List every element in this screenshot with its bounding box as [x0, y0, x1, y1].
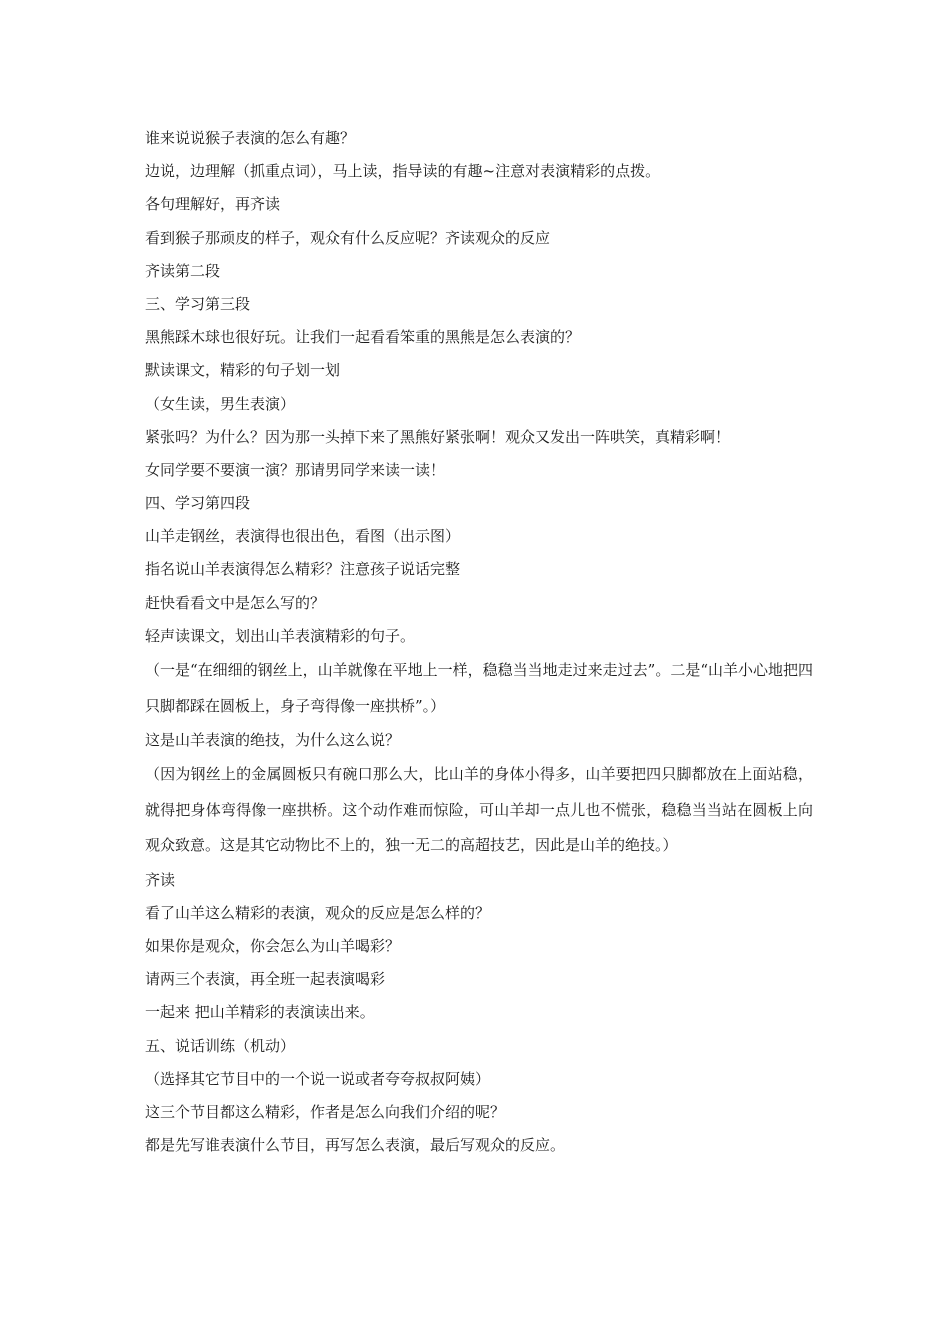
text-line: 请两三个表演，再全班一起表演喝彩 — [145, 970, 386, 989]
text-line: 谁来说说猴子表演的怎么有趣？ — [145, 129, 356, 147]
text-line: 默读课文，精彩的句子划一划 — [145, 361, 341, 380]
section-heading-4: 四、学习第四段 — [145, 494, 251, 513]
document-body — [145, 122, 813, 1162]
text-line: 女同学要不要演一演？那请男同学来读一读！ — [145, 460, 446, 479]
text-line: 边说，边理解（抓重点词），马上读，指导读的有趣~注意对表演精彩的点拨。 — [145, 162, 661, 181]
text-line: 如果你是观众，你会怎么为山羊喝彩？ — [145, 937, 401, 956]
text-line: 指名说山羊表演得怎么精彩？注意孩子说话完整 — [145, 560, 461, 579]
text-line: 齐读第二段 — [145, 261, 221, 280]
explanation-paragraph: （因为钢丝上的金属圆板只有碗口那么大，比山羊的身体小得多，山羊要把四只脚都放在上面站稳，就得把身体弯得像一座拱桥。这个动作难而惊险，可山羊却一点儿也不慌张，稳稳当当站在圆板上向观众致意。这是其它动物比不上的，独一无二的高超技艺，因此是山羊的绝技。） — [145, 765, 813, 855]
text-line: （女生读，男生表演） — [145, 394, 296, 413]
text-line: 赶快看看文中是怎么写的？ — [145, 593, 326, 612]
text-line: 轻声读课文，划出山羊表演精彩的句子。 — [145, 626, 416, 645]
section-heading-5: 五、说话训练（机动） — [145, 1036, 296, 1055]
text-line: 黑熊踩木球也很好玩。让我们一起看看笨重的黑熊是怎么表演的？ — [145, 328, 581, 347]
text-line: 紧张吗？为什么？因为那一头掉下来了黑熊好紧张啊！观众又发出一阵哄笑，真精彩啊！ — [145, 427, 731, 446]
text-line: 这是山羊表演的绝技，为什么这么说？ — [145, 731, 401, 749]
text-line: 都是先写谁表演什么节目，再写怎么表演，最后写观众的反应。 — [145, 1136, 566, 1155]
text-line: （选择其它节目中的一个说一说或者夸夸叔叔阿姨） — [145, 1069, 491, 1088]
text-line: 齐读 — [145, 870, 176, 889]
text-line: 山羊走钢丝，表演得也很出色，看图（出示图） — [145, 527, 461, 546]
section-heading-3: 三、学习第三段 — [145, 294, 251, 313]
text-line: 一起来 把山羊精彩的表演读出来。 — [145, 1003, 375, 1022]
quote-paragraph: （一是“在细细的钢丝上，山羊就像在平地上一样，稳稳当当地走过来走过去”。二是“山羊小心地把四只脚都踩在圆板上，身子弯得像一座拱桥”。） — [145, 661, 814, 715]
text-line: 看到猴子那顽皮的样子，观众有什么反应呢？齐读观众的反应 — [145, 228, 551, 247]
text-line: 这三个节目都这么精彩，作者是怎么向我们介绍的呢？ — [145, 1103, 506, 1121]
text-line: 看了山羊这么精彩的表演，观众的反应是怎么样的？ — [145, 903, 491, 922]
text-line: 各句理解好，再齐读 — [145, 195, 281, 214]
